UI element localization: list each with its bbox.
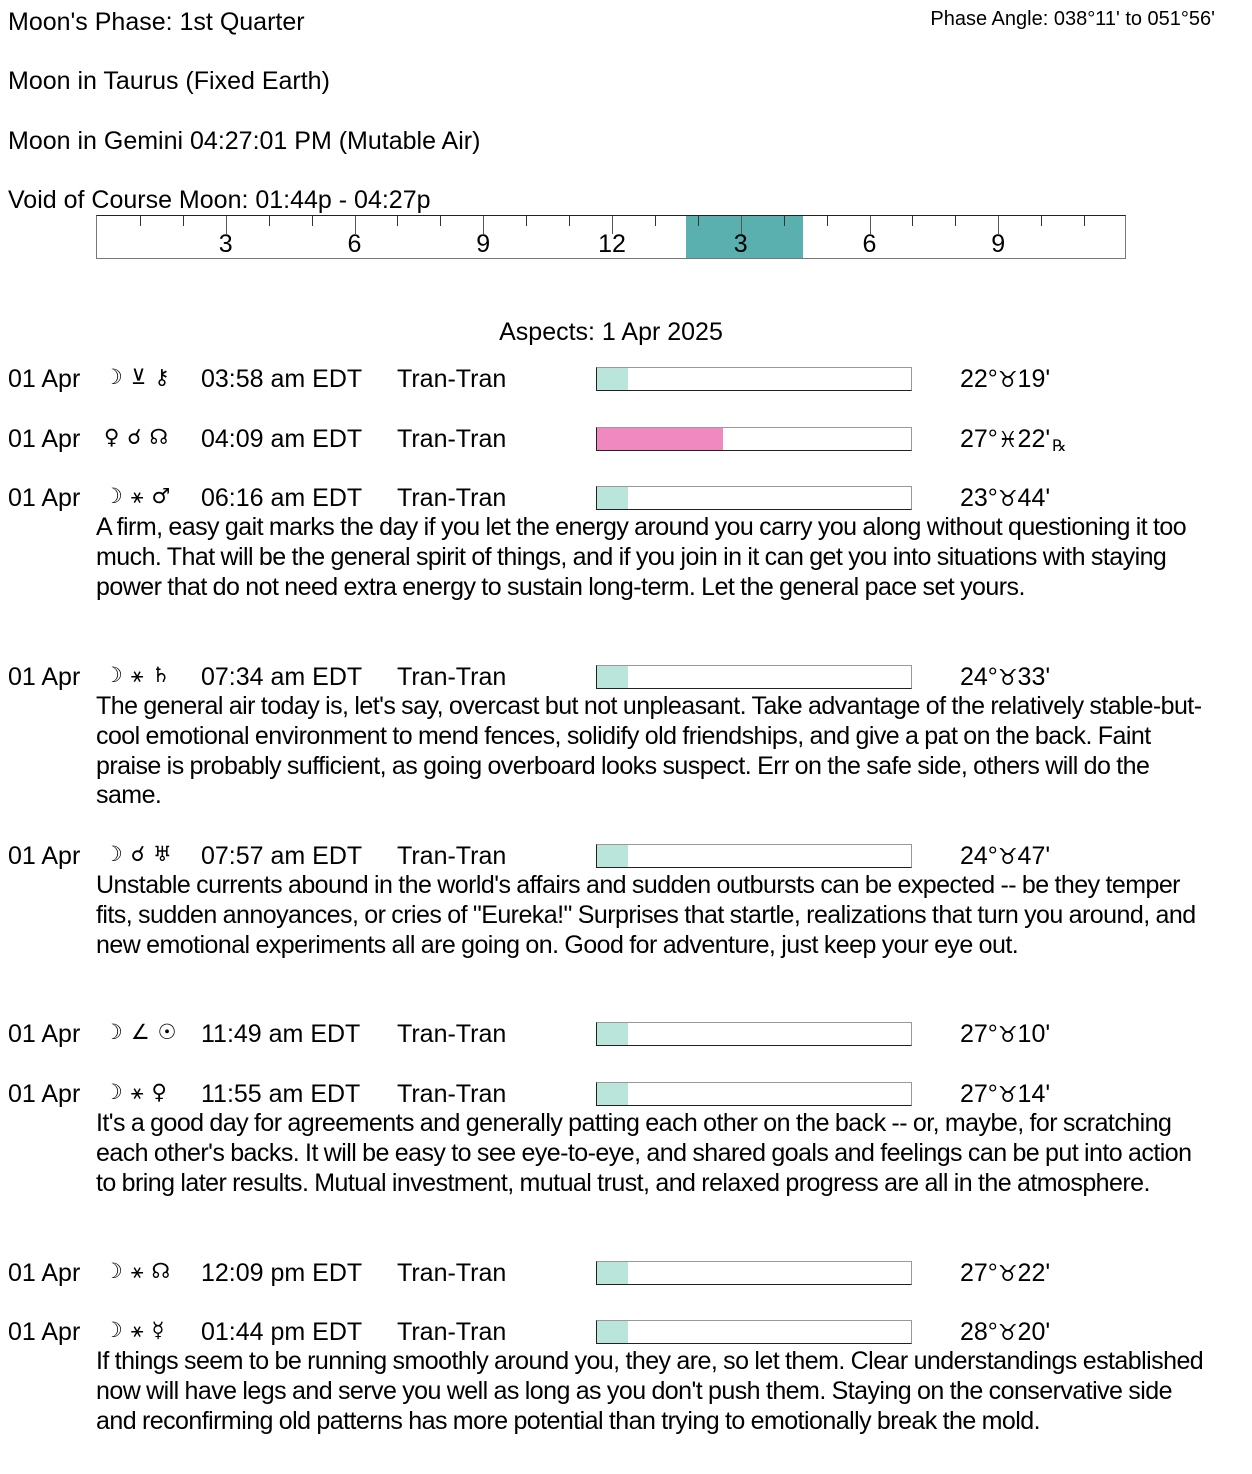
aspect-time: 04:09 am EDT xyxy=(201,425,363,453)
semisextile-icon: ⊻ xyxy=(130,365,147,389)
aspect-position xyxy=(960,425,1066,455)
aspect-strength-fill xyxy=(597,368,628,390)
aspect-strength-fill xyxy=(597,1083,628,1105)
aspect-strength-bar xyxy=(596,486,912,510)
aspect-row xyxy=(0,425,1252,455)
conjunction-icon: ☌ xyxy=(127,425,142,449)
aspect-strength-fill xyxy=(597,487,628,509)
aspect-time: 06:16 am EDT xyxy=(201,484,363,512)
position-degree: 27° xyxy=(960,1020,998,1048)
aspect-date: 01 Apr xyxy=(8,663,81,691)
aspect-kind: Tran-Tran xyxy=(397,663,507,691)
aspect-row xyxy=(0,1318,1252,1348)
semisquare-icon: ∠ xyxy=(130,1020,150,1044)
aspect-time: 11:49 am EDT xyxy=(201,1020,361,1048)
aspect-position xyxy=(960,484,1050,513)
moon-icon: ☽ xyxy=(104,484,123,508)
aspect-glyphs xyxy=(104,425,168,449)
timeline-tick xyxy=(569,216,570,226)
moon-icon: ☽ xyxy=(104,1318,123,1342)
retrograde-icon: ℞ xyxy=(1052,436,1067,455)
aspect-strength-fill xyxy=(597,1262,628,1284)
position-minute: 14' xyxy=(1017,1080,1051,1108)
aspect-strength-bar xyxy=(596,427,912,451)
aspect-strength-fill xyxy=(597,1023,628,1045)
aspect-time: 11:55 am EDT xyxy=(201,1080,361,1108)
position-degree: 28° xyxy=(960,1318,998,1346)
aspect-glyphs xyxy=(104,1080,167,1105)
zodiac-sign-icon: ♉ xyxy=(997,845,1018,870)
north-node-icon: ☊ xyxy=(151,1259,171,1283)
aspect-kind: Tran-Tran xyxy=(397,425,507,453)
moon-icon: ☽ xyxy=(104,365,123,389)
position-degree: 23° xyxy=(960,484,998,512)
timeline-hour-label: 9 xyxy=(476,230,491,258)
void-of-course-timeline xyxy=(96,215,1126,259)
zodiac-sign-icon: ♉ xyxy=(997,1262,1018,1287)
aspect-date: 01 Apr xyxy=(8,1020,81,1048)
position-minute: 47' xyxy=(1017,842,1051,870)
moon-phase: Moon's Phase: 1st Quarter xyxy=(8,8,305,36)
sextile-icon: ⚹ xyxy=(130,1080,144,1104)
position-minute: 10' xyxy=(1017,1020,1051,1048)
aspect-row xyxy=(0,842,1252,872)
aspect-time: 01:44 pm EDT xyxy=(201,1318,363,1346)
aspect-position xyxy=(960,1020,1050,1049)
aspect-position xyxy=(960,1259,1050,1288)
timeline-tick xyxy=(397,216,398,226)
chiron-icon: ⚷ xyxy=(154,365,170,389)
timeline-tick xyxy=(698,216,699,226)
aspect-date: 01 Apr xyxy=(8,1318,81,1346)
aspect-glyphs xyxy=(104,842,172,866)
aspect-kind: Tran-Tran xyxy=(397,842,507,870)
timeline-tick xyxy=(269,216,270,226)
position-minute: 33' xyxy=(1017,663,1051,691)
aspect-date: 01 Apr xyxy=(8,1080,81,1108)
aspect-kind: Tran-Tran xyxy=(397,365,507,393)
moon-icon: ☽ xyxy=(104,1020,123,1044)
aspect-kind: Tran-Tran xyxy=(397,1259,507,1287)
position-degree: 22° xyxy=(960,365,998,393)
aspect-time: 07:57 am EDT xyxy=(201,842,363,870)
moon-icon: ☽ xyxy=(104,842,123,866)
position-minute: 22' xyxy=(1017,1259,1051,1287)
aspect-glyphs xyxy=(104,1020,176,1044)
zodiac-sign-icon: ♉ xyxy=(997,487,1018,512)
position-minute: 22' xyxy=(1017,425,1051,453)
timeline-tick xyxy=(312,216,313,226)
aspect-strength-bar xyxy=(596,1022,912,1046)
moon-sign-current: Moon in Taurus (Fixed Earth) xyxy=(8,67,330,95)
aspects-title: Aspects: 1 Apr 2025 xyxy=(499,318,723,346)
aspect-strength-fill xyxy=(597,666,628,688)
aspect-row xyxy=(0,1080,1252,1110)
aspect-glyphs xyxy=(104,365,170,389)
position-degree: 24° xyxy=(960,663,998,691)
north-node-icon: ☊ xyxy=(149,425,169,449)
timeline-hour-label: 3 xyxy=(733,230,748,258)
aspect-strength-bar xyxy=(596,1320,912,1344)
aspect-position xyxy=(960,1318,1050,1347)
timeline-hour-label: 12 xyxy=(598,230,626,258)
timeline-tick xyxy=(526,216,527,226)
timeline-tick xyxy=(440,216,441,226)
void-of-course: Void of Course Moon: 01:44p - 04:27p xyxy=(8,186,431,214)
phase-angle: Phase Angle: 038°11' to 051°56' xyxy=(930,8,1215,30)
position-degree: 27° xyxy=(960,1080,998,1108)
moon-icon: ☽ xyxy=(104,663,123,687)
aspect-time: 12:09 pm EDT xyxy=(201,1259,363,1287)
zodiac-sign-icon: ♉ xyxy=(997,1083,1018,1108)
aspect-position xyxy=(960,1080,1050,1109)
aspect-glyphs xyxy=(104,1318,164,1343)
conjunction-icon: ☌ xyxy=(130,842,145,866)
timeline-tick xyxy=(140,216,141,226)
zodiac-sign-icon: ♉ xyxy=(997,368,1018,393)
timeline-hour-label: 6 xyxy=(862,230,877,258)
aspect-date: 01 Apr xyxy=(8,425,81,453)
zodiac-sign-icon: ♓ xyxy=(997,428,1018,453)
aspect-time: 03:58 am EDT xyxy=(201,365,363,393)
position-degree: 27° xyxy=(960,425,998,453)
sextile-icon: ⚹ xyxy=(130,663,144,687)
aspect-interpretation: It's a good day for agreements and generally patting each other on the back -- or, maybe, for scratching each other's backs. It will be easy to see eye-to-eye, and shared goals and feelings can be put into action to bring later results. Mutual investment, mutual trust, and relaxed progress are all in the atmosphere. xyxy=(96,1109,1192,1197)
aspect-kind: Tran-Tran xyxy=(397,1318,507,1346)
timeline-tick xyxy=(955,216,956,226)
timeline-tick xyxy=(1041,216,1042,226)
aspect-date: 01 Apr xyxy=(8,484,81,512)
moon-icon: ☽ xyxy=(104,1259,123,1283)
aspect-glyphs xyxy=(104,663,170,688)
aspect-glyphs xyxy=(104,1259,170,1284)
position-degree: 24° xyxy=(960,842,998,870)
position-minute: 44' xyxy=(1017,484,1051,512)
sun-icon: ☉ xyxy=(157,1020,177,1044)
moon-sign-ingress: Moon in Gemini 04:27:01 PM (Mutable Air) xyxy=(8,127,481,155)
aspect-date: 01 Apr xyxy=(8,1259,81,1287)
timeline-tick xyxy=(1084,216,1085,226)
timeline-tick xyxy=(912,216,913,226)
aspect-position xyxy=(960,365,1050,394)
sextile-icon: ⚹ xyxy=(130,1318,144,1342)
aspect-kind: Tran-Tran xyxy=(397,1080,507,1108)
moon-icon: ☽ xyxy=(104,1080,123,1104)
timeline-tick xyxy=(784,216,785,226)
aspect-kind: Tran-Tran xyxy=(397,1020,507,1048)
aspect-row xyxy=(0,1020,1252,1050)
venus-icon: ♀ xyxy=(151,1080,167,1104)
aspect-glyphs xyxy=(104,484,170,509)
mercury-icon: ☿ xyxy=(151,1318,165,1342)
aspect-strength-bar xyxy=(596,367,912,391)
aspect-date: 01 Apr xyxy=(8,365,81,393)
timeline-tick xyxy=(655,216,656,226)
saturn-icon: ♄ xyxy=(151,663,171,687)
aspect-time: 07:34 am EDT xyxy=(201,663,363,691)
aspect-strength-fill xyxy=(597,428,723,450)
timeline-hour-label: 6 xyxy=(347,230,362,258)
aspect-strength-fill xyxy=(597,1321,628,1343)
aspect-date: 01 Apr xyxy=(8,842,81,870)
zodiac-sign-icon: ♉ xyxy=(997,1321,1018,1346)
zodiac-sign-icon: ♉ xyxy=(997,1023,1018,1048)
sextile-icon: ⚹ xyxy=(130,1259,144,1283)
timeline-tick xyxy=(827,216,828,226)
venus-icon: ♀ xyxy=(104,425,120,449)
timeline-hour-label: 3 xyxy=(218,230,233,258)
aspect-row xyxy=(0,365,1252,395)
aspect-kind: Tran-Tran xyxy=(397,484,507,512)
position-minute: 20' xyxy=(1017,1318,1051,1346)
sextile-icon: ⚹ xyxy=(130,484,144,508)
aspect-strength-bar xyxy=(596,844,912,868)
aspect-strength-bar xyxy=(596,665,912,689)
aspect-interpretation: A firm, easy gait marks the day if you let the energy around you carry you along without questioning it too much. That will be the general spirit of things, and if you join in it can get you into situations with staying power that do not need extra energy to sustain long-term. Let the general pace set yours. xyxy=(96,513,1187,601)
timeline-tick xyxy=(183,216,184,226)
aspect-position xyxy=(960,663,1050,692)
zodiac-sign-icon: ♉ xyxy=(997,666,1018,691)
aspect-strength-bar xyxy=(596,1082,912,1106)
aspect-row xyxy=(0,484,1252,514)
timeline-hour-label: 9 xyxy=(991,230,1006,258)
uranus-icon: ♅ xyxy=(152,842,172,866)
aspect-strength-bar xyxy=(596,1261,912,1285)
mars-icon: ♂ xyxy=(151,484,171,508)
aspect-row xyxy=(0,663,1252,693)
position-minute: 19' xyxy=(1017,365,1051,393)
aspect-interpretation: If things seem to be running smoothly around you, they are, so let them. Clear understandings established now will have legs and serve you well as long as you don't push them. Staying on the conservative side and reconfirming old patterns has more potential than trying to emotionally break the mold. xyxy=(96,1347,1204,1435)
aspect-row xyxy=(0,1259,1252,1289)
position-degree: 27° xyxy=(960,1259,998,1287)
aspect-position xyxy=(960,842,1050,871)
aspect-strength-fill xyxy=(597,845,628,867)
aspect-interpretation: Unstable currents abound in the world's affairs and sudden outbursts can be expected -- be they temper fits, sudden annoyances, or cries of "Eureka!" Surprises that startle, realizations that turn you around, and new emotional experiments all are going on. Good for adventure, just keep your eye out. xyxy=(96,871,1196,959)
aspect-interpretation: The general air today is, let's say, overcast but not unpleasant. Take advantage of the relatively stable-but-cool emotional environment to mend fences, solidify old friendships, and give a pat on the back. Faint praise is probably sufficient, as going overboard looks suspect. Err on the safe side, others will do the same. xyxy=(96,692,1202,810)
